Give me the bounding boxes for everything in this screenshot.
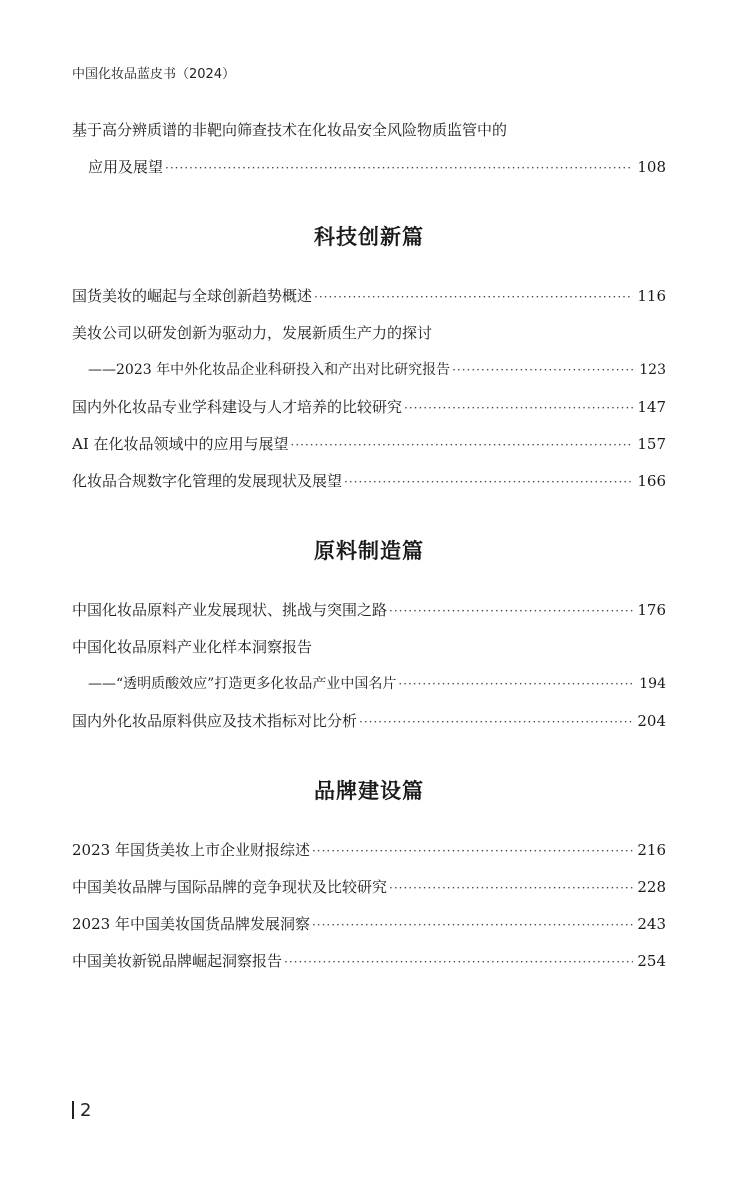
dot-leader	[291, 427, 634, 464]
dot-leader	[359, 704, 633, 741]
dot-leader	[165, 150, 633, 187]
toc-entry-title: 中国化妆品原料产业化样本洞察报告	[72, 638, 313, 656]
dot-leader	[314, 279, 633, 316]
toc-entry-title: 基于高分辨质谱的非靶向筛查技术在化妆品安全风险物质监管中的	[72, 121, 508, 139]
toc-page-number: 216	[637, 841, 666, 859]
toc-page-number: 204	[637, 712, 666, 730]
toc-entry-title: 国内外化妆品原料供应及技术指标对比分析	[72, 712, 358, 730]
toc-entry-title: AI 在化妆品领域中的应用与展望	[72, 435, 289, 453]
toc-entry[interactable]	[72, 315, 666, 352]
section-title: 原料制造篇	[314, 538, 424, 563]
toc-entry[interactable]	[72, 832, 666, 869]
toc-entry[interactable]	[72, 703, 666, 740]
page-footer	[72, 1100, 91, 1121]
toc-entry[interactable]	[72, 278, 666, 315]
toc-page-number: 166	[637, 472, 666, 490]
toc-entry[interactable]	[72, 906, 666, 943]
toc-entry-title: 中国美妆新锐品牌崛起洞察报告	[72, 952, 283, 970]
footer-bar-divider	[72, 1101, 74, 1119]
dot-leader	[452, 352, 635, 389]
toc-entry[interactable]	[72, 943, 666, 980]
toc-entry-title: 2023 年中国美妆国货品牌发展洞察	[72, 915, 310, 933]
dot-leader	[344, 464, 633, 501]
section-title: 科技创新篇	[314, 224, 424, 249]
dot-leader	[389, 593, 633, 630]
toc-entry-subtitle[interactable]	[72, 666, 666, 703]
toc-entry-subtitle-text: ——2023 年中外化妆品企业科研投入和产出对比研究报告	[88, 362, 451, 378]
toc-page-number: 228	[637, 878, 666, 896]
toc-entry[interactable]	[72, 112, 666, 149]
toc-entry-title: 美妆公司以研发创新为驱动力，发展新质生产力的探讨	[72, 324, 433, 342]
toc-entry[interactable]	[72, 592, 666, 629]
toc-page-number: 243	[637, 915, 666, 933]
page-number: 2	[80, 1100, 92, 1121]
toc-entry[interactable]	[72, 389, 666, 426]
toc-page-number: 157	[637, 435, 666, 453]
dot-leader	[404, 390, 633, 427]
dot-leader	[312, 833, 633, 870]
toc-entry-title: 国内外化妆品专业学科建设与人才培养的比较研究	[72, 398, 403, 416]
dot-leader	[312, 907, 633, 944]
toc-entry[interactable]	[72, 463, 666, 500]
toc-entry-title: 2023 年国货美妆上市企业财报综述	[72, 841, 310, 859]
toc-entry-continuation[interactable]	[72, 149, 666, 186]
toc-page-number: 123	[639, 362, 666, 378]
toc-page-number: 254	[637, 952, 666, 970]
toc-page-number: 108	[637, 158, 666, 176]
running-header: 中国化妆品蓝皮书（2024）	[72, 67, 236, 82]
table-of-contents	[72, 112, 666, 980]
toc-entry-title: 中国化妆品原料产业发展现状、挑战与突围之路	[72, 601, 388, 619]
section-title: 品牌建设篇	[314, 778, 424, 803]
toc-entry-title: 中国美妆品牌与国际品牌的竞争现状及比较研究	[72, 878, 388, 896]
toc-entry[interactable]	[72, 426, 666, 463]
toc-page-number: 194	[639, 676, 666, 692]
toc-page-number: 116	[637, 287, 666, 305]
toc-entry[interactable]	[72, 629, 666, 666]
dot-leader	[284, 944, 633, 981]
toc-entry-subtitle[interactable]	[72, 352, 666, 389]
toc-page-number: 147	[637, 398, 666, 416]
toc-entry-title: 化妆品合规数字化管理的发展现状及展望	[72, 472, 343, 490]
toc-entry[interactable]	[72, 869, 666, 906]
toc-entry-title-continued: 应用及展望	[88, 158, 164, 176]
dot-leader	[389, 870, 633, 907]
dot-leader	[398, 666, 635, 703]
toc-entry-subtitle-text: ——“透明质酸效应”打造更多化妆品产业中国名片	[88, 676, 397, 692]
toc-entry-title: 国货美妆的崛起与全球创新趋势概述	[72, 287, 313, 305]
toc-page-number: 176	[637, 601, 666, 619]
